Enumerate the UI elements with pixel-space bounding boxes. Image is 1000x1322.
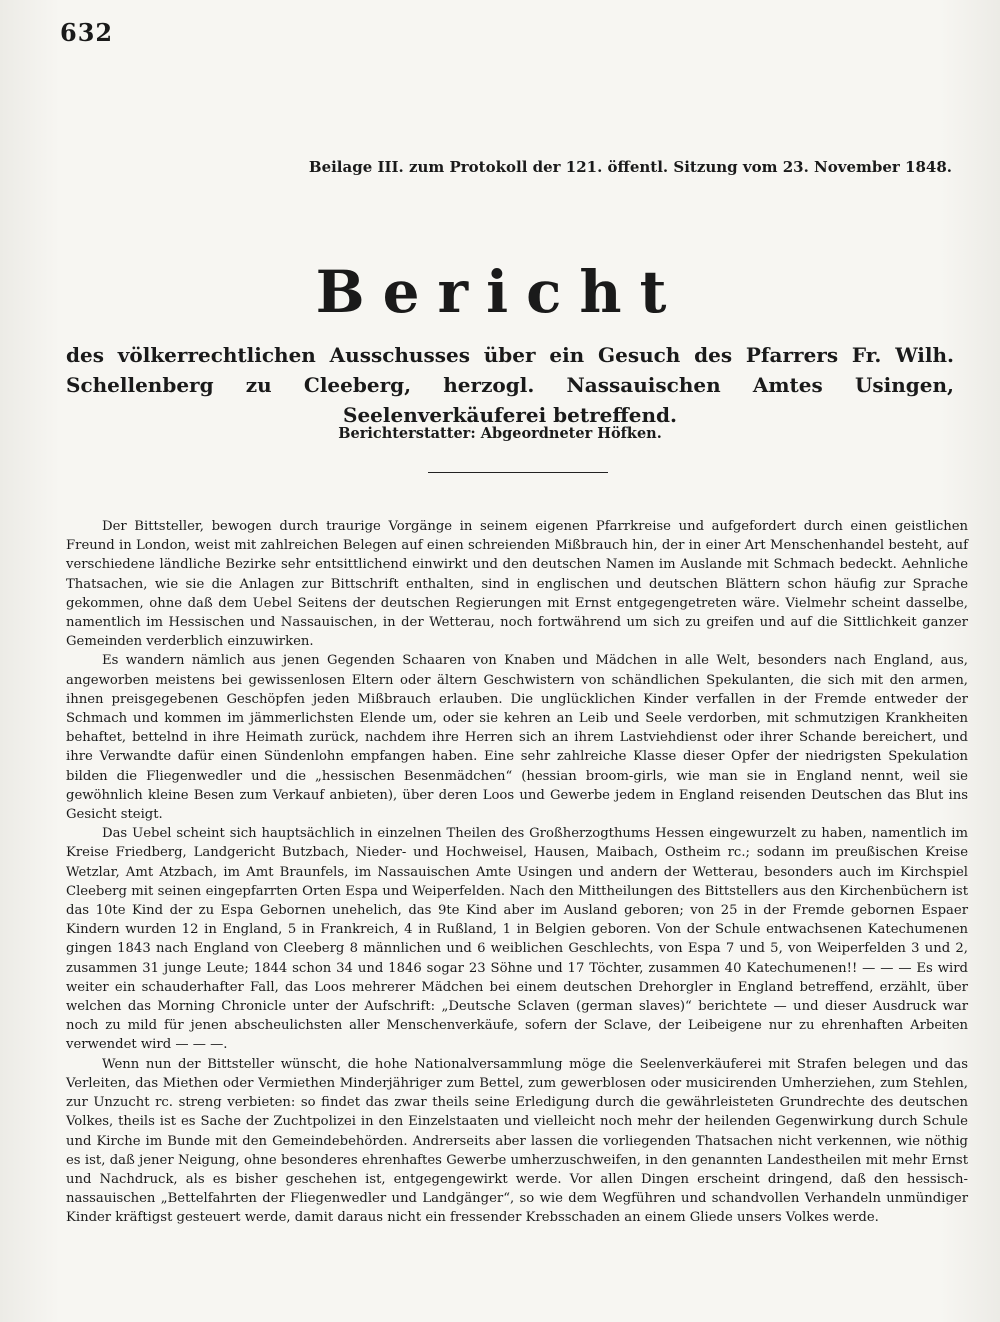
body-paragraph-1: Der Bittsteller, bewogen durch traurige Vorgänge in seinem eigenen Pfarrkreise und aufgefordert durch einen geistlichen Freund in London, weist mit zahlreichen Belegen auf einen schreienden Mißbrauch hin, der in einer Art Menschenhandel besteht, auf verschiedene ländliche Bezirke sehr entsittlichend einwirkt und den deutschen Namen im Auslande mit Schmach bedeckt. Aehnliche Thatsachen, wie sie die Anlagen zur Bittschrift enthalten, sind in englischen und deutschen Blättern schon häufig zur Sprache gekommen, ohne daß dem Uebel Seitens der deutschen Regierungen mit Ernst entgegengetreten wäre. Vielmehr scheint dasselbe, namentlich im Hessischen und Nassauischen, in der Wetterau, noch fortwährend um sich zu greifen und auf die Sittlichkeit ganzer Gemeinden verderblich einzuwirken. [66,519,968,650]
page-number: 632 [60,18,114,47]
body-paragraph-3: Das Uebel scheint sich hauptsächlich in einzelnen Theilen des Großherzogthums Hessen eingewurzelt zu haben, namentlich im Kreise Friedberg, Landgericht Butzbach, Nieder- und Hochweisel, Hausen, Maibach, Ostheim rc.; sodann im preußischen Kreise Wetzlar, Amt Atzbach, im Amt Braunfels, im Nassauischen Amte Usingen und andern der Wetterau, besonders auch im Kirchspiel Cleeberg mit seinen eingepfarrten Orten Espa und Weiperfelden. Nach den Mittheilungen des Bittstellers aus den Kirchenbüchern ist das 10te Kind der zu Espa Gebornen unehelich, das 9te Kind aber im Ausland geboren; von 25 in der Fremde gebornen Espaer Kindern wurden 12 in England, 5 in Frankreich, 4 in Rußland, 1 in Belgien geboren. Von der Schule entwachsenen Katechumenen gingen 1843 nach England von Cleeberg 8 männlichen und 6 weiblichen Geschlechts, von Espa 7 und 5, von Weiperfelden 3 und 2, zusammen 31 junge Leute; 1844 schon 34 und 1846 sogar 23 Söhne und 17 Töchter, zusammen 40 Katechumenen!! — — — Es wird weiter ein schauderhafter Fall, das Loos mehrerer Mädchen bei einem deutschen Drehorgler in England betreffend, erzählt, über welchen das Morning Chronicle unter der Aufschrift: „Deutsche Sclaven (german slaves)“ berichtete — und dieser Ausdruck war noch zu mild für jenen abscheulichsten aller Menschenverkäufe, sofern der Sclave, der Leibeigene nur zu ehrenhaften Arbeiten verwendet wird — — —. [66,826,968,1053]
report-body [66,517,968,1228]
reporter-line: Berichterstatter: Abgeordneter Höfken. [338,425,662,442]
report-subtitle: des völkerrechtlichen Ausschusses über ein Gesuch des Pfarrers Fr. Wilh. Schellenberg zu Cleeberg, herzogl. Nassauischen Amtes Usingen, Seelenverkäuferei betreffend. [66,343,954,427]
body-paragraph-2: Es wandern nämlich aus jenen Gegenden Schaaren von Knaben und Mädchen in alle Welt, besonders nach England, aus, angeworben meistens bei gewissenlosen Eltern oder ältern Geschwistern von schändlichen Spekulanten, die sich mit den armen, ihnen preisgegebenen Geschöpfen jeden Mißbrauch erlauben. Die unglücklichen Kinder verfallen in der Fremde entweder der Schmach und kommen im jämmerlichsten Elende um, oder sie kehren an Leib und Seele verdorben, mit schmutzigen Krankheiten behaftet, bettelnd in ihre Heimath zurück, nachdem ihre Herren sich an ihrem Lastviehdienst oder ihrer Schande bereichert, und ihre Verwandte dafür einen Sündenlohn empfangen haben. Eine sehr zahlreiche Klasse dieser Opfer der niedrigsten Spekulation bilden die Fliegenwedler und die „hessischen Besenmädchen“ (hessian broom-girls, wie man sie in England nennt, weil sie gewöhnlich kleine Besen zum Verkauf anbieten), über deren Loos und Gewerbe jedem in England reisenden Deutschen das Blut ins Gesicht steigt. [66,653,968,823]
report-title: Bericht [315,258,685,326]
appendix-header: Beilage III. zum Protokoll der 121. öffentl. Sitzung vom 23. November 1848. [308,158,952,176]
divider-rule [428,472,608,473]
body-paragraph-4: Wenn nun der Bittsteller wünscht, die hohe Nationalversammlung möge die Seelenverkäuferei mit Strafen belegen und das Verleiten, das Miethen oder Vermiethen Minderjähriger zum Bettel, zum gewerblosen oder musicirenden Umherziehen, zum Stehlen, zur Unzucht rc. streng verbieten: so findet das zwar theils seine Erledigung durch die gewährleisteten Grundrechte des deutschen Volkes, theils ist es Sache der Zuchtpolizei in den Einzelstaaten und vielleicht noch mehr der heilenden Gegenwirkung durch Schule und Kirche im Bunde mit den Gemeindebehörden. Andrerseits aber lassen die vorliegenden Thatsachen nicht verkennen, wie nöthig es ist, daß jener Neigung, ohne besonderes ehrenhaftes Gewerbe umherzuschweifen, in den genannten Landestheilen mit mehr Ernst und Nachdruck, als es bisher geschehen ist, entgegengewirkt werde. Vor allen Dingen erscheint dringend, daß den hessisch-nassauischen „Bettelfahrten der Fliegenwedler und Landgänger“, so wie dem Wegführen und schandvollen Verhandeln unmündiger Kinder kräftigst gesteuert werde, damit daraus nicht ein fressender Krebsschaden an einem Gliede unsers Volkes werde. [66,1056,968,1226]
